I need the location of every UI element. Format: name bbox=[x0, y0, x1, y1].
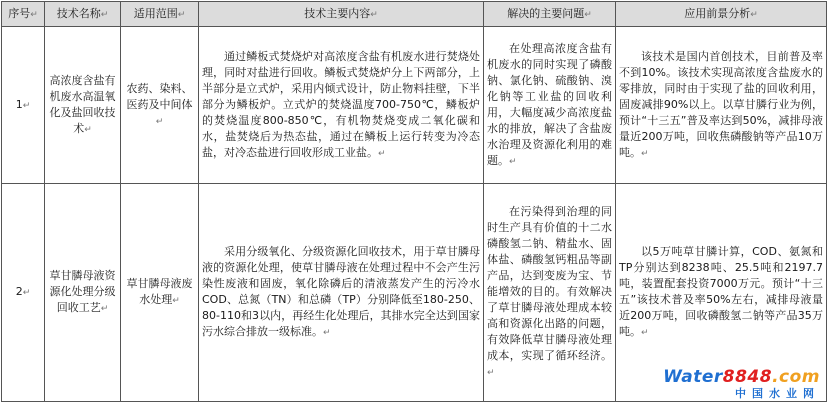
cell-no: 2↵ bbox=[2, 184, 45, 402]
cell-content: 通过鳞板式焚烧炉对高浓度含盐有机废水进行焚烧处理，同时对盐进行回收。鳞板式焚烧炉分上下两部分，上半部分是立式炉，采用内倾式设计，防止物料挂壁，下半部分为鳞板炉。立式炉的焚烧温度700-750℃，鳞板炉的焚烧温度800-850℃，有机物焚烧变成二氧化碳和水，盐焚烧后为热态盐，通过在鳞板上运行转变为冷态盐，对冷态盐进行回收形成工业盐。↵ bbox=[199, 27, 484, 184]
cell-problem: 在污染得到治理的同时生产具有价值的十二水磷酸氢二钠、精盐水、固体盐、磷酸氢钙粗品等副产品，达到变废为宝、节能增效的目的。有效解决了草甘膦母液处理成本较高和资源化出路的问题，有效降低草甘膦母液处理成本，实现了循环经济。↵ bbox=[484, 184, 616, 402]
watermark-site-name: 中国水业网 bbox=[735, 387, 820, 400]
table-row bbox=[2, 27, 827, 184]
header-name: 技术名称↵ bbox=[45, 2, 121, 27]
site-watermark bbox=[663, 369, 820, 399]
header-no: 序号↵ bbox=[2, 2, 45, 27]
header-problem: 解决的主要问题↵ bbox=[484, 2, 616, 27]
cell-scope: 草甘膦母液废水处理↵ bbox=[121, 184, 199, 402]
header-scope: 适用范围↵ bbox=[121, 2, 199, 27]
watermark-logo: Water8848.com bbox=[663, 367, 820, 387]
cell-name: 草甘膦母液资源化处理分级回收工艺↵ bbox=[45, 184, 121, 402]
cell-scope: 农药、染料、医药及中间体↵ bbox=[121, 27, 199, 184]
header-outlook: 应用前景分析↵ bbox=[616, 2, 827, 27]
header-content: 技术主要内容↵ bbox=[199, 2, 484, 27]
cell-outlook: 以5万吨草甘膦计算，COD、氨氮和TP分别达到8238吨、25.5吨和2197.7吨，装置配套投资7000万元。预计“十三五”该技术普及率50%左右，减排母液量近200万吨，回收磷酸氢二钠等产品35万吨。↵ bbox=[616, 184, 827, 402]
technology-table bbox=[1, 1, 827, 402]
cell-name: 高浓度含盐有机废水高温氧化及盐回收技术↵ bbox=[45, 27, 121, 184]
cell-problem: 在处理高浓度含盐有机废水的同时实现了磷酸钠、氯化钠、硫酸钠、溴化钠等工业盐的回收利用，大幅度减少高浓度盐水的排放，解决了含盐废水治理及资源化利用的难题。↵ bbox=[484, 27, 616, 184]
cell-content: 采用分级氧化、分级资源化回收技术，用于草甘膦母液的资源化处理，使草甘膦母液在处理过程中不会产生污染性废液和固废，氧化除磷后的清液蒸发产生的污冷水COD、总氮（TN）和总磷（TP）分别降低至180-250、80-110和3以内，再经生化处理后，其排水完全达到国家污水综合排放一级标准。↵ bbox=[199, 184, 484, 402]
table-header-row bbox=[2, 2, 827, 27]
cell-no: 1↵ bbox=[2, 27, 45, 184]
cell-outlook: 该技术是国内首创技术，目前普及率不到10%。该技术实现高浓度含盐废水的零排放，同时由于实现了盐的回收利用，固废减排90%以上。以草甘膦行业为例，预计“十三五”普及率达到50%，减排母液量近200万吨，回收焦磷酸钠等产品10万吨。↵ bbox=[616, 27, 827, 184]
